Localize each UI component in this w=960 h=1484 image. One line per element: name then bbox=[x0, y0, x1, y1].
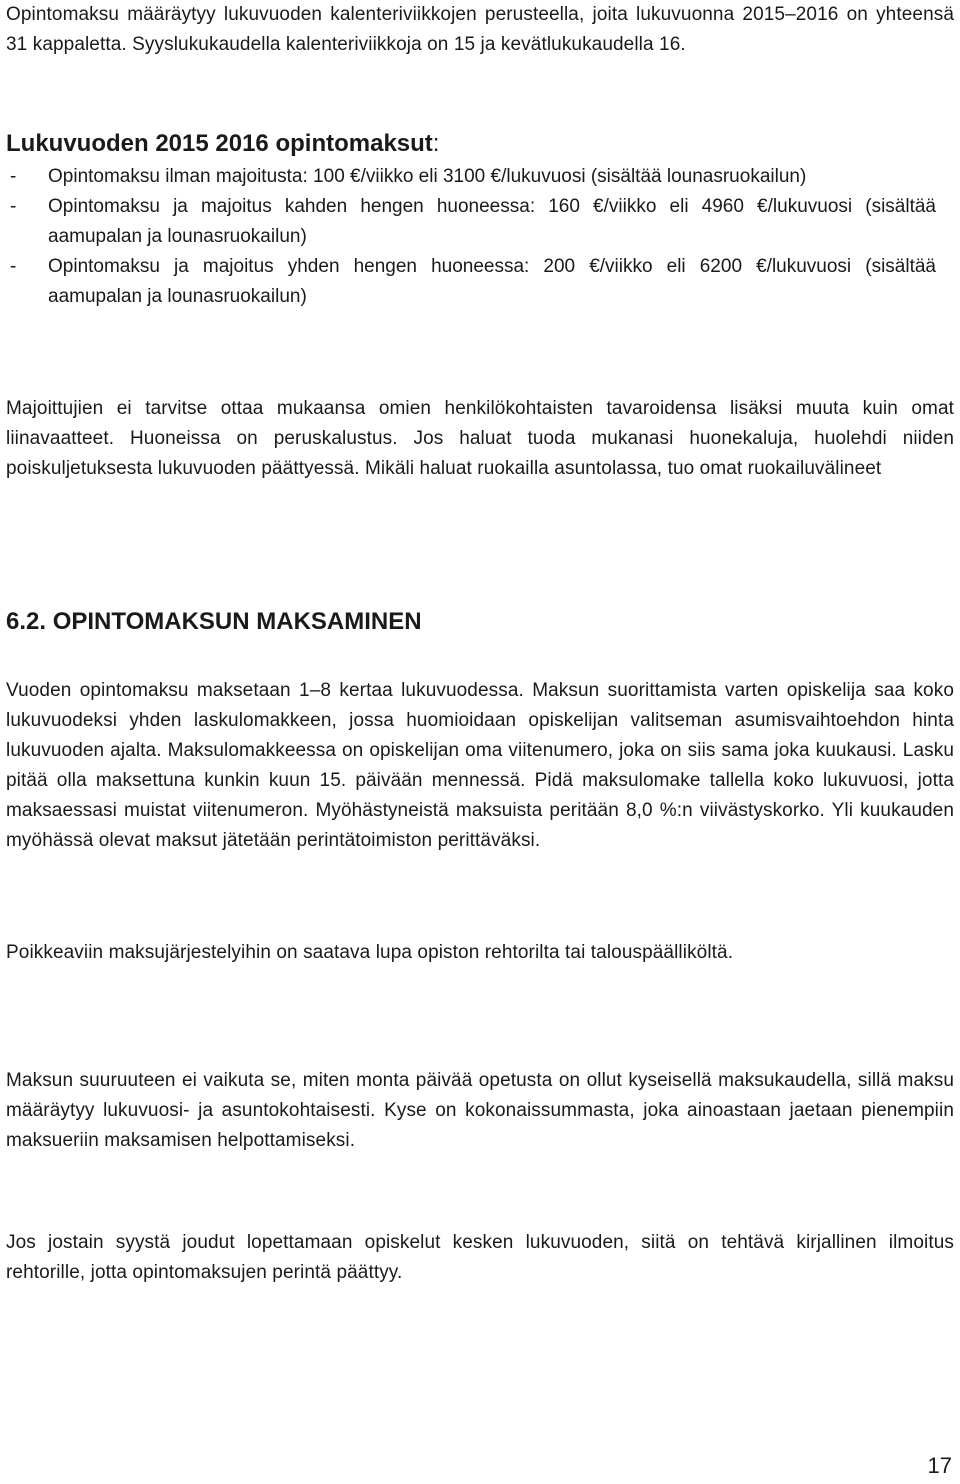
intro-paragraph: Opintomaksu määräytyy lukuvuoden kalenteriviikkojen perusteella, joita lukuvuonna 2015–2016 on yhteensä 31 kappaletta. Syyslukukaudella kalenteriviikkoja on 15 ja kevätlukukaudella 16. bbox=[6, 4, 954, 55]
fee-item bbox=[6, 192, 936, 252]
fees-list bbox=[6, 162, 936, 312]
fee-item-text: Opintomaksu ilman majoitusta: 100 €/viikko eli 3100 €/lukuvuosi (sisältää lounasruokailun) bbox=[48, 166, 807, 187]
list-dash: - bbox=[10, 166, 17, 187]
amount-paragraph: Maksun suuruuteen ei vaikuta se, miten monta päivää opetusta on ollut kyseisellä maksukaudella, sillä maksu määräytyy lukuvuosi- ja asuntokohtaisesti. Kyse on kokonaissummasta, joka ainoastaan jaetaan pienempiin maksueriin maksamisen helpottamiseksi. bbox=[6, 1070, 954, 1151]
payment-paragraph: Vuoden opintomaksu maksetaan 1–8 kertaa lukuvuodessa. Maksun suorittamista varten opiskelija saa koko lukuvuodeksi yhden laskulomakkeen, jossa huomioidaan opiskelijan valitseman asumisvaihtoehdon hinta lukuvuoden ajalta. Maksulomakkeessa on opiskelijan oma viitenumero, joka on siis sama joka kuukausi. Lasku pitää olla maksettuna kunkin kuun 15. päivään mennessä. Pidä maksulomake tallella koko lukuvuosi, jotta maksaessasi muistat viitenumeron. Myöhästyneistä maksuista peritään 8,0 %:n viivästyskorko. Yli kuukauden myöhässä olevat maksut jätetään perintätoimiston perittäväksi. bbox=[6, 680, 954, 851]
list-dash: - bbox=[10, 256, 17, 277]
exception-paragraph: Poikkeaviin maksujärjestelyihin on saatava lupa opiston rehtorilta tai talouspäälliköltä. bbox=[6, 942, 734, 963]
fees-heading-text: Lukuvuoden 2015 2016 opintomaksut bbox=[6, 130, 433, 157]
page-number: 17 bbox=[927, 1453, 952, 1478]
list-dash: - bbox=[10, 196, 17, 217]
fees-heading bbox=[6, 126, 439, 162]
termination-paragraph: Jos jostain syystä joudut lopettamaan opiskelut kesken lukuvuoden, siitä on tehtävä kirjallinen ilmoitus rehtorille, jotta opintomaksujen perintä päättyy. bbox=[6, 1232, 954, 1283]
fee-item bbox=[6, 162, 936, 192]
fees-heading-colon: : bbox=[432, 130, 440, 157]
fee-item-text: Opintomaksu ja majoitus yhden hengen huoneessa: 200 €/viikko eli 6200 €/lukuvuosi (sisältää aamupalan ja lounasruokailun) bbox=[48, 256, 936, 307]
section-title: 6.2. OPINTOMAKSUN MAKSAMINEN bbox=[6, 608, 422, 635]
fee-item-text: Opintomaksu ja majoitus kahden hengen huoneessa: 160 €/viikko eli 4960 €/lukuvuosi (sisältää aamupalan ja lounasruokailun) bbox=[48, 196, 936, 247]
fee-item bbox=[6, 252, 936, 312]
accommodation-paragraph: Majoittujien ei tarvitse ottaa mukaansa omien henkilökohtaisten tavaroidensa lisäksi muuta kuin omat liinavaatteet. Huoneissa on peruskalustus. Jos haluat tuoda mukanasi huonekaluja, huolehdi niiden poiskuljetuksesta lukuvuoden päättyessä. Mikäli haluat ruokailla asuntolassa, tuo omat ruokailuvälineet bbox=[6, 398, 954, 479]
